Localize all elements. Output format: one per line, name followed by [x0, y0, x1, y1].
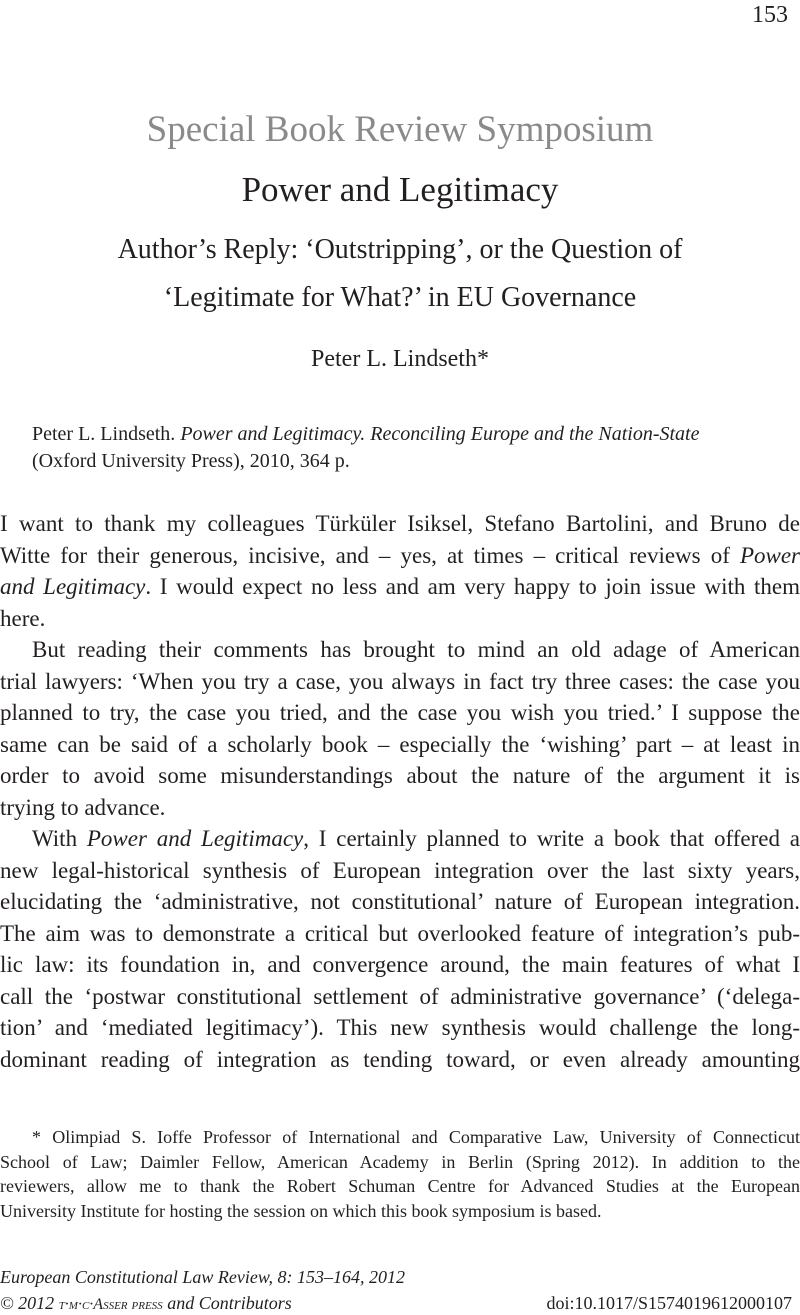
text-line: Witte for their generous, incisive, and – yes, at times – critical reviews of Power [0, 542, 800, 568]
reviewed-work-line-1 [0, 421, 800, 448]
reviewed-work-details: (Oxford University Press), 2010, 364 p. [32, 450, 350, 472]
text-line: But reading their comments has brought to mind an old adage of American [32, 637, 800, 662]
text-line: trying to advance. [0, 794, 166, 820]
footnote-line: * Olimpiad S. Ioffe Professor of International and Comparative Law, University of Connecticut [32, 1127, 800, 1147]
text-line: tion’ and ‘mediated legitimacy’). This new synthesis would challenge the long- [0, 1015, 800, 1040]
doi: doi:10.1017/S1574019612000107 [546, 1293, 792, 1313]
subtitle-line-2: ‘Legitimate for What?’ in EU Governance [163, 282, 637, 313]
author-footnote [0, 1125, 800, 1223]
text-line: call the ‘postwar constitutional settlement of administrative governance’ (‘delega- [0, 983, 800, 1009]
footnote-line: University Institute for hosting the session on which this book symposium is based. [0, 1200, 602, 1221]
text-line: elucidating the ‘administrative, not constitutional’ nature of European integration. [0, 889, 800, 914]
text-line: With Power and Legitimacy, I certainly planned to write a book that offered a [32, 826, 800, 851]
article-subtitle [0, 226, 800, 322]
reviewed-work-author: Peter L. Lindseth. [32, 423, 181, 445]
text-line: here. [0, 605, 46, 631]
paragraph-1 [0, 508, 800, 634]
book-title-italic: and Legitimacy [0, 574, 146, 599]
book-title-italic: Power [739, 542, 800, 568]
journal-citation: European Constitutional Law Review, 8: 153–164, 2012 [0, 1267, 405, 1287]
footnote-line: reviewers, allow me to thank the Robert Schuman Centre for Advanced Studies at the European [0, 1176, 800, 1196]
subtitle-line-1: Author’s Reply: ‘Outstripping’, or the Question of [117, 234, 683, 265]
paragraph-2 [0, 634, 800, 823]
text-line: lic law: its foundation in, and convergence around, the main features of what I [0, 952, 800, 977]
text-line: and Legitimacy. I would expect no less and am very happy to join issue with them [0, 574, 800, 599]
text-line: dominant reading of integration as tending toward, or even already amounting [0, 1046, 800, 1072]
article-title: Power and Legitimacy [241, 170, 559, 209]
publisher-name: t·m·c·Asser press [58, 1296, 163, 1313]
page-number: 153 [752, 2, 788, 28]
text-line: I want to thank my colleagues Türküler Isiksel, Stefano Bartolini, and Bruno de [0, 511, 800, 536]
text-line: The aim was to demonstrate a critical but overlooked feature of integration’s pub- [0, 920, 800, 946]
text-line: planned to try, the case you tried, and the case you wish you tried.’ I suppose the [0, 700, 800, 725]
book-title-italic: Power and Legitimacy [86, 826, 304, 851]
section-label: Special Book Review Symposium [146, 109, 654, 150]
body-text [0, 508, 800, 1075]
text-line: same can be said of a scholarly book – especially the ‘wishing’ part – at least in [0, 731, 800, 757]
reviewed-work-citation [0, 421, 800, 475]
reviewed-work-title: Power and Legitimacy. Reconciling Europe and the Nation-State [180, 423, 700, 445]
author-name: Peter L. Lindseth* [311, 346, 489, 372]
footnote-line: School of Law; Daimler Fellow, American Academy in Berlin (Spring 2012). In addition to the [0, 1151, 800, 1172]
text-line: trial lawyers: ‘When you try a case, you always in fact try three cases: the case you [0, 668, 800, 694]
paragraph-3 [0, 823, 800, 1075]
text-line: order to avoid some misunderstandings about the nature of the argument it is [0, 763, 800, 788]
copyright-notice: © 2012 t·m·c·Asser press and Contributors [0, 1293, 292, 1313]
text-line: new legal-historical synthesis of European integration over the last sixty years, [0, 857, 800, 883]
